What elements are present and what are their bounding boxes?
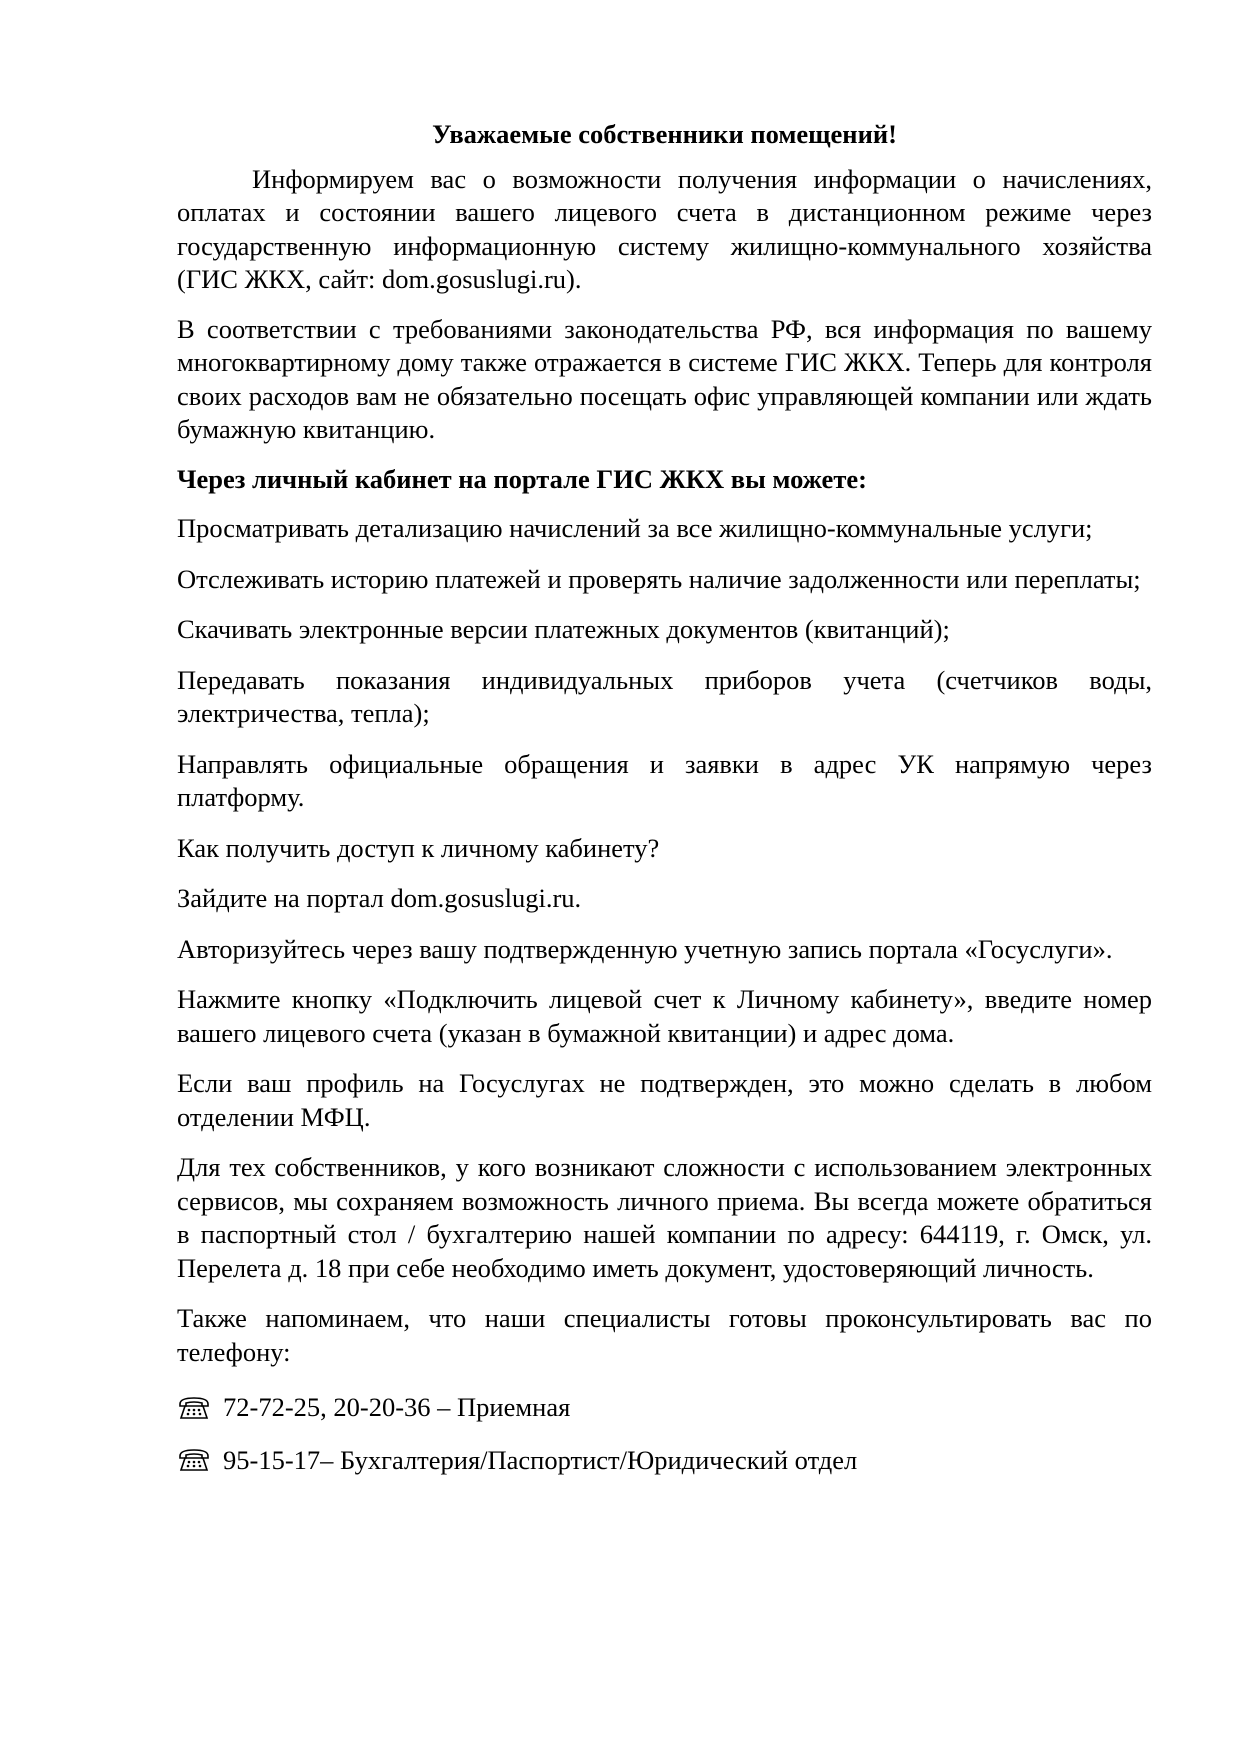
- document-title: Уважаемые собственники помещений!: [432, 119, 897, 149]
- document-page: [177, 118, 1152, 1477]
- features-heading: Через личный кабинет на портале ГИС ЖКХ вы можете:: [177, 463, 867, 494]
- phone-intro: Также напоминаем, что наши специалисты готовы проконсультировать вас по телефону:: [177, 1303, 1152, 1367]
- feature-item: Скачивать электронные версии платежных документов (квитанций);: [177, 614, 950, 644]
- access-step: Если ваш профиль на Госуслугах не подтвержден, это можно сделать в любом отделении МФЦ.: [177, 1068, 1152, 1132]
- telephone-icon: [177, 1395, 211, 1421]
- phone-reception-text: 72-72-25, 20-20-36 – Приемная: [223, 1392, 571, 1422]
- intro-paragraph-1: Информируем вас о возможности получения информации о начислениях, оплатах и состоянии вашего лицевого счета в дистанционном режиме через государственную информационную систему жилищно-коммунального хозяйства (ГИС ЖКХ, сайт: dom.gosuslugi.ru).: [177, 163, 1152, 294]
- access-step: Нажмите кнопку «Подключить лицевой счет к Личному кабинету», введите номер вашего лицевого счета (указан в бумажной квитанции) и адрес дома.: [177, 984, 1152, 1048]
- access-step: Зайдите на портал dom.gosuslugi.ru.: [177, 883, 582, 913]
- feature-item: Передавать показания индивидуальных приборов учета (счетчиков воды, электричества, тепла);: [177, 664, 1152, 728]
- phone-accounting-text: 95-15-17– Бухгалтерия/Паспортист/Юридический отдел: [223, 1444, 858, 1475]
- feature-item: Отслеживать историю платежей и проверять наличие задолженности или переплаты;: [177, 563, 1141, 594]
- feature-item: Просматривать детализацию начислений за все жилищно-коммунальные услуги;: [177, 513, 1093, 543]
- phone-line-reception: [177, 1391, 1152, 1425]
- access-step: Авторизуйтесь через вашу подтвержденную учетную запись портала «Госуслуги».: [177, 933, 1113, 964]
- access-question: Как получить доступ к личному кабинету?: [177, 832, 660, 863]
- in-person-paragraph: Для тех собственников, у кого возникают сложности с использованием электронных сервисов, мы сохраняем возможность личного приема. Вы всегда можете обратиться в паспортный стол / бухгалтерию нашей компании по адресу: 644119, г. Омск, ул. Перелета д. 18 при себе необходимо иметь документ, удостоверяющий личность.: [177, 1152, 1152, 1283]
- phone-line-accounting: [177, 1444, 1152, 1478]
- feature-item: Направлять официальные обращения и заявки в адрес УК напрямую через платформу.: [177, 748, 1152, 812]
- intro-paragraph-2: В соответствии с требованиями законодательства РФ, вся информация по вашему многоквартирному дому также отражается в системе ГИС ЖКХ. Теперь для контроля своих расходов вам не обязательно посещать офис управляющей компании или ждать бумажную квитанцию.: [177, 313, 1152, 444]
- telephone-icon: [177, 1447, 211, 1473]
